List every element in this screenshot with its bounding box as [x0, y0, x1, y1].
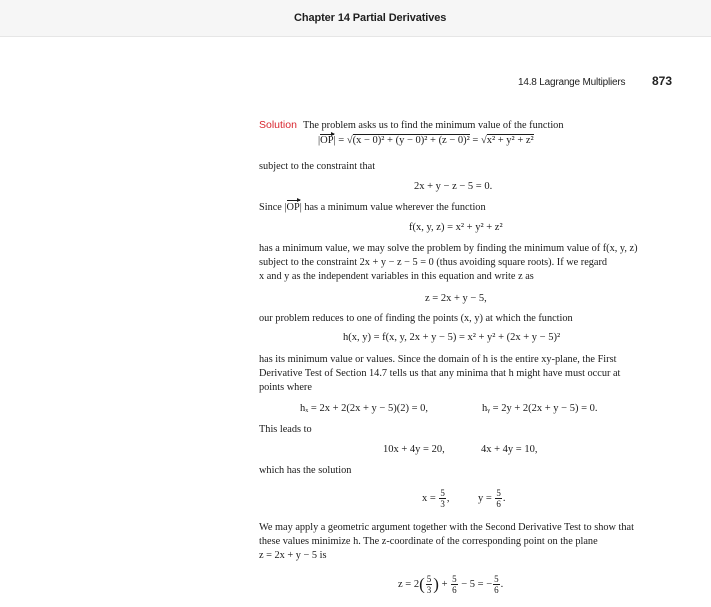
- solution-heading: Solution: [259, 119, 297, 131]
- fraction: [451, 574, 458, 595]
- final-end: .: [500, 578, 504, 590]
- eq-op-bar-left: |: [318, 135, 321, 146]
- frac-den: 6: [496, 499, 501, 509]
- eq-op-radicand-1: (x − 0)² + (y − 0)² + (z − 0)²: [352, 135, 470, 146]
- equation-system-2: 4x + 4y = 10,: [481, 444, 538, 455]
- equation-final-z: [398, 574, 503, 595]
- fraction: [439, 488, 446, 509]
- page-number: 873: [652, 74, 673, 88]
- sol-y-lhs: y =: [478, 492, 492, 504]
- frac-den: 6: [452, 585, 457, 595]
- which-solution: which has the solution: [259, 465, 352, 476]
- solution-x: [422, 488, 450, 509]
- frac-den: 3: [440, 499, 445, 509]
- eq-op-radicand-2: x² + y² + z²: [486, 135, 534, 146]
- final-minus: − 5 = −: [458, 578, 493, 590]
- since-post: | has a minimum value wherever the function: [299, 202, 486, 213]
- solution-y: [478, 488, 506, 509]
- para-line: x and y as the independent variables in this equation and write z as: [259, 271, 534, 282]
- leads-sentence: This leads to: [259, 424, 312, 435]
- sol-x-comma: ,: [446, 492, 450, 504]
- para-line: We may apply a geometric argument together with the Second Derivative Test to show that: [259, 522, 634, 533]
- frac-num: 5: [452, 574, 457, 584]
- paragraph-geometric: [259, 521, 676, 563]
- equation-hy: hᵧ = 2y + 2(2x + y − 5) = 0.: [482, 403, 598, 414]
- since-sentence: [259, 201, 486, 215]
- sol-y-end: .: [502, 492, 506, 504]
- equation-z: z = 2x + y − 5,: [425, 293, 487, 304]
- fraction: [495, 488, 502, 509]
- frac-num: 5: [426, 574, 432, 584]
- solution-intro: [259, 118, 676, 133]
- frac-num: 5: [494, 574, 499, 584]
- chapter-title: Chapter 14 Partial Derivatives: [294, 12, 447, 24]
- frac-num: 5: [496, 488, 501, 498]
- frac-den: 3: [426, 585, 432, 595]
- equation-f: f(x, y, z) = x² + y² + z²: [409, 222, 503, 233]
- final-lhs: z = 2: [398, 578, 420, 590]
- para-line: z = 2x + y − 5 is: [259, 550, 327, 561]
- paren-left: (: [419, 574, 425, 594]
- reduces-sentence: our problem reduces to one of finding the points (x, y) at which the function: [259, 313, 573, 324]
- final-plus: +: [438, 578, 451, 590]
- equation-constraint: 2x + y − z − 5 = 0.: [414, 181, 493, 192]
- paragraph-minimum: [259, 242, 676, 284]
- fraction: [493, 574, 500, 595]
- frac-den: 6: [494, 585, 499, 595]
- para-line: subject to the constraint 2x + y − z − 5 = 0 (thus avoiding square roots). If we regard: [259, 257, 608, 268]
- equation-op-distance: [318, 135, 534, 146]
- intro-text: The problem asks us to find the minimum value of the function: [302, 120, 564, 131]
- page-header-bar: [0, 0, 711, 37]
- constraint-intro: subject to the constraint that: [259, 161, 376, 172]
- equation-system-1: 10x + 4y = 20,: [383, 444, 445, 455]
- since-pre: Since |: [259, 202, 287, 213]
- equation-hx: hₓ = 2x + 2(2x + y − 5)(2) = 0,: [300, 403, 429, 414]
- para-line: these values minimize h. The z-coordinate of the corresponding point on the plane: [259, 536, 598, 547]
- para-line: points where: [259, 382, 312, 393]
- para-line: has its minimum value or values. Since the domain of h is the entire xy-plane, the First: [259, 354, 617, 365]
- fraction: [426, 574, 433, 595]
- running-head: 14.8 Lagrange Multipliers: [518, 77, 626, 88]
- para-line: Derivative Test of Section 14.7 tells us that any minima that h might have must occur at: [259, 368, 621, 379]
- eq-op-mid: = √: [469, 135, 487, 146]
- eq-op-sqrt: | = √: [333, 135, 353, 146]
- sol-x-lhs: x =: [422, 492, 436, 504]
- paragraph-domain: [259, 353, 676, 395]
- vector-op: OP: [320, 135, 334, 146]
- para-line: has a minimum value, we may solve the problem by finding the minimum value of f(x, y, z): [259, 243, 638, 254]
- paren-right: ): [433, 574, 439, 594]
- vector-op-inline: OP: [286, 202, 300, 213]
- equation-h: h(x, y) = f(x, y, 2x + y − 5) = x² + y² + (2x + y − 5)²: [343, 332, 561, 343]
- frac-num: 5: [440, 488, 445, 498]
